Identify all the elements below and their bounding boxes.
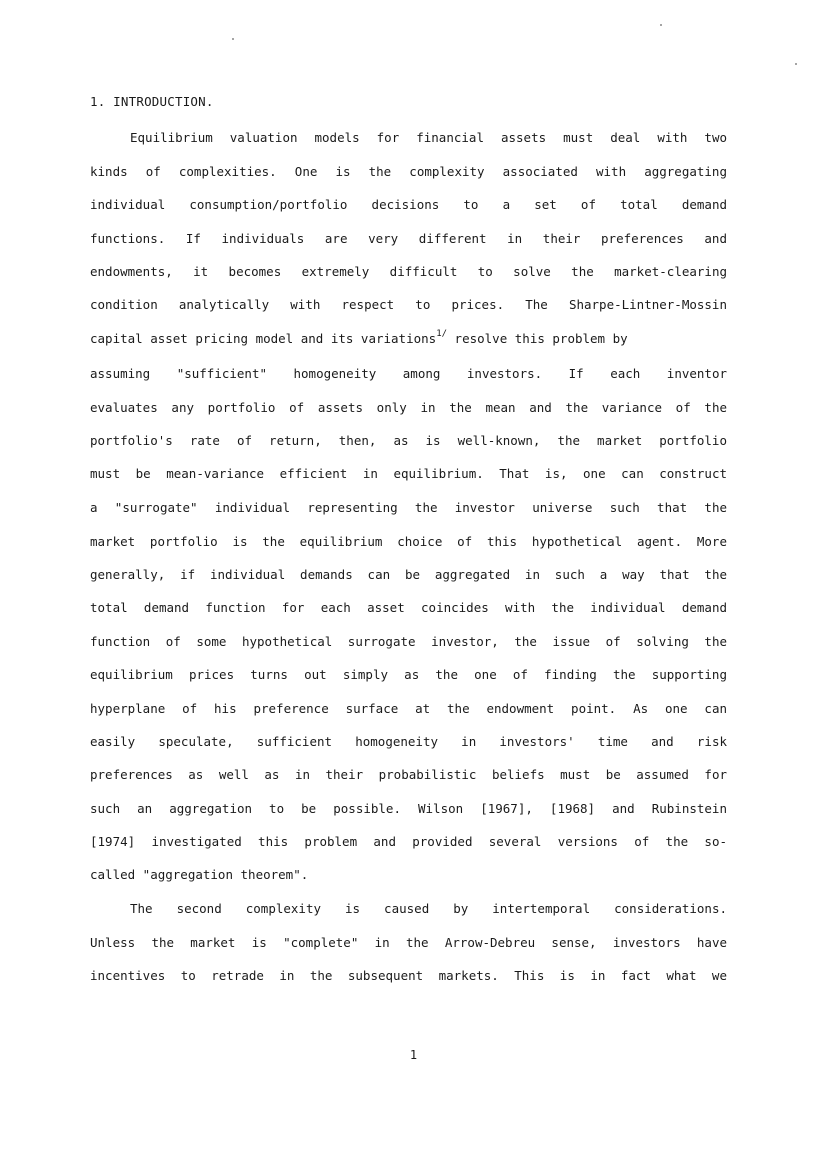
scan-speck bbox=[660, 24, 662, 26]
text-line: equilibrium prices turns out simply as the one of finding the supporting bbox=[90, 667, 727, 682]
text-line: individual consumption/portfolio decisions to a set of total demand bbox=[90, 197, 727, 212]
text-line: must be mean-variance efficient in equilibrium. That is, one can construct bbox=[90, 466, 727, 481]
text-line: Equilibrium valuation models for financial assets must deal with two bbox=[130, 130, 727, 145]
text-line: total demand function for each asset coincides with the individual demand bbox=[90, 600, 727, 615]
section-heading: 1. INTRODUCTION. bbox=[90, 94, 214, 109]
text-line: functions. If individuals are very different in their preferences and bbox=[90, 231, 727, 246]
text-line: portfolio's rate of return, then, as is well-known, the market portfolio bbox=[90, 433, 727, 448]
text-line: called "aggregation theorem". bbox=[90, 867, 309, 882]
text-line: function of some hypothetical surrogate investor, the issue of solving the bbox=[90, 634, 727, 649]
text-line: a "surrogate" individual representing the investor universe such that the bbox=[90, 500, 727, 515]
text-line: [1974] investigated this problem and provided several versions of the so- bbox=[90, 834, 727, 849]
text-line: preferences as well as in their probabilistic beliefs must be assumed for bbox=[90, 767, 727, 782]
page-number: 1 bbox=[409, 1048, 418, 1062]
text-line: generally, if individual demands can be aggregated in such a way that the bbox=[90, 567, 727, 582]
footnote-marker: 1/ bbox=[436, 329, 448, 339]
text-line: such an aggregation to be possible. Wilson [1967], [1968] and Rubinstein bbox=[90, 801, 727, 816]
scan-speck bbox=[232, 38, 234, 40]
text-line: condition analytically with respect to prices. The Sharpe-Lintner-Mossin bbox=[90, 297, 727, 312]
text-line: market portfolio is the equilibrium choice of this hypothetical agent. More bbox=[90, 534, 727, 549]
text-line: incentives to retrade in the subsequent markets. This is in fact what we bbox=[90, 968, 727, 983]
text-line: kinds of complexities. One is the complexity associated with aggregating bbox=[90, 164, 727, 179]
text-line-tail: resolve this problem by bbox=[447, 331, 628, 346]
text-line: easily speculate, sufficient homogeneity in investors' time and risk bbox=[90, 734, 727, 749]
text-line-with-footnote bbox=[90, 331, 727, 349]
text-line-start: capital asset pricing model and its variations bbox=[90, 331, 437, 346]
text-line: Unless the market is "complete" in the Arrow-Debreu sense, investors have bbox=[90, 935, 727, 950]
text-line: hyperplane of his preference surface at the endowment point. As one can bbox=[90, 701, 727, 716]
scan-speck bbox=[795, 63, 797, 65]
text-line: evaluates any portfolio of assets only in the mean and the variance of the bbox=[90, 400, 727, 415]
text-line: assuming "sufficient" homogeneity among investors. If each inventor bbox=[90, 366, 727, 381]
text-line: The second complexity is caused by intertemporal considerations. bbox=[130, 901, 727, 916]
text-line: endowments, it becomes extremely difficult to solve the market-clearing bbox=[90, 264, 727, 279]
